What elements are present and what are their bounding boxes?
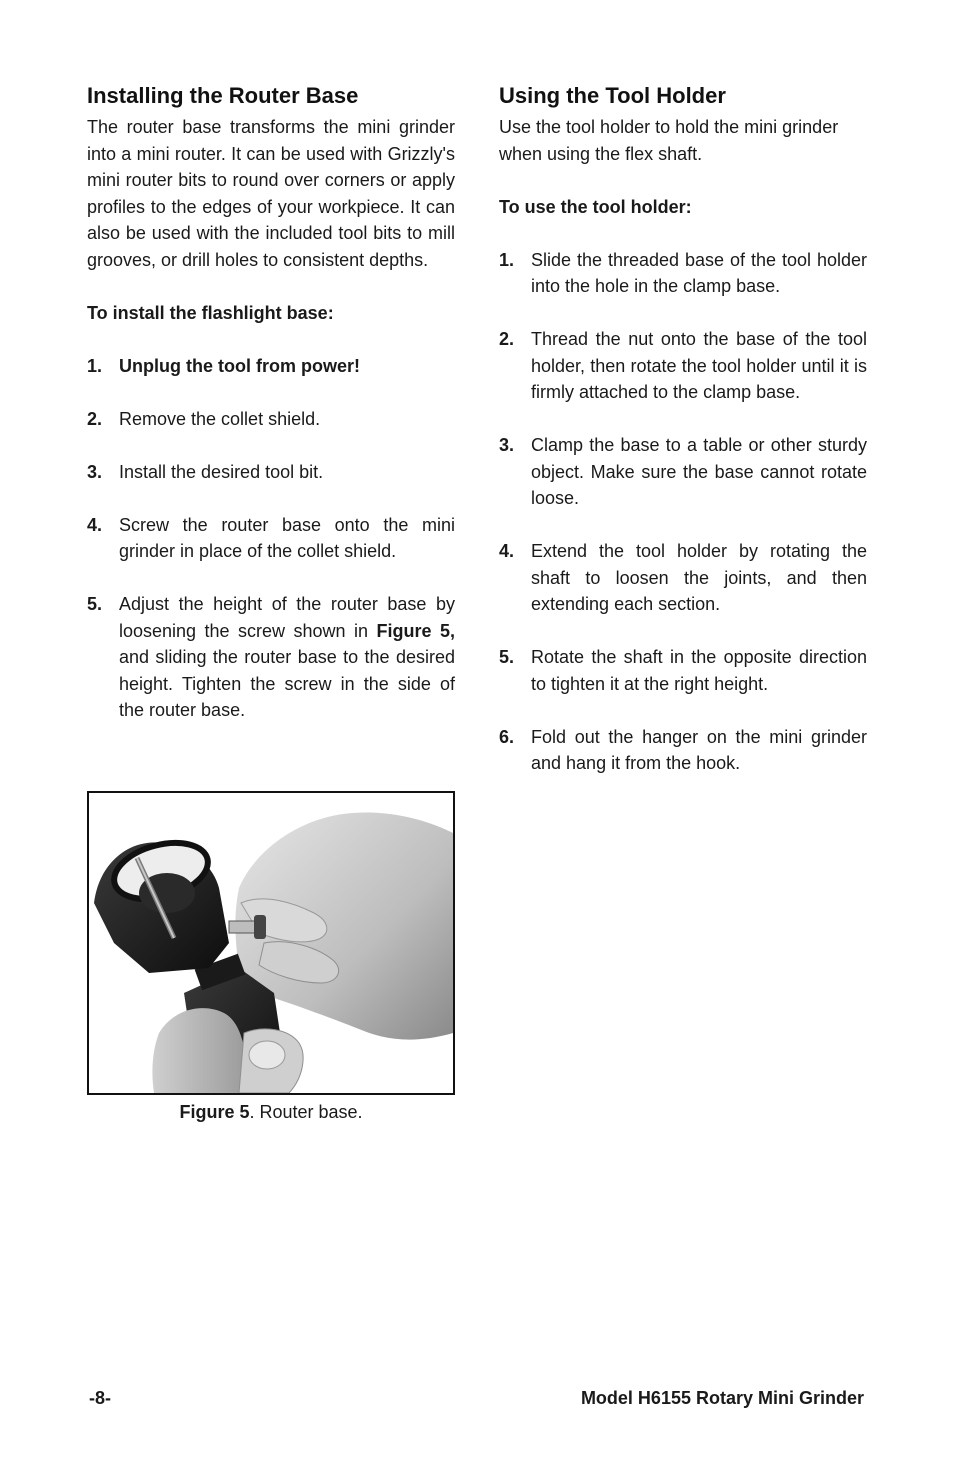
model-name: Model H6155 Rotary Mini Grinder xyxy=(580,1388,864,1408)
tool-holder-intro: Use the tool holder to hold the mini grinder when using the flex shaft. xyxy=(499,117,839,164)
step-text: Adjust the height of the router base by loosening the screw shown in xyxy=(119,594,455,641)
right-column xyxy=(499,82,867,803)
tool-holder-subheading: To use the tool holder: xyxy=(499,196,692,217)
figure-caption xyxy=(87,1099,455,1125)
step-text: Unplug the tool from power! xyxy=(119,355,360,376)
step-number: 1. xyxy=(87,355,103,376)
router-base-intro: The router base transforms the mini grinder into a mini router. It can be used with Grizzly's mini router bits to round over corners or apply profiles to the edges of your workpiece. It can also be used with the included tool bits to mill grooves, or drill holes to consistent depths. xyxy=(87,117,455,270)
step-item xyxy=(499,538,867,618)
step-number: 1. xyxy=(499,249,515,270)
left-column xyxy=(87,82,455,750)
step-text: Rotate the shaft in the opposite direction to tighten it at the right height. xyxy=(531,647,867,694)
step-item xyxy=(499,326,867,406)
step-number: 5. xyxy=(499,647,515,667)
step-text: Clamp the base to a table or other sturdy object. Make sure the base cannot rotate loose. xyxy=(531,435,867,508)
step-text: Slide the threaded base of the tool holder into the hole in the clamp base. xyxy=(531,249,867,296)
step-text: Fold out the hanger on the mini grinder and hang it from the hook. xyxy=(531,726,867,773)
figure-caption-text: . Router base. xyxy=(249,1102,363,1122)
step-item xyxy=(87,512,455,565)
step-text: and sliding the router base to the desired height. Tighten the screw in the side of the router base. xyxy=(119,647,455,720)
step-number: 4. xyxy=(87,514,103,535)
figure-5-router-base-photo xyxy=(87,791,455,1095)
section-title-tool-holder: Using the Tool Holder xyxy=(499,83,726,108)
step-item xyxy=(87,406,455,433)
step-text: Screw the router base onto the mini grinder in place of the collet shield. xyxy=(119,514,455,561)
step-number: 3. xyxy=(499,435,515,455)
step-number: 6. xyxy=(499,726,515,747)
step-item xyxy=(499,432,867,512)
step-number: 3. xyxy=(87,461,103,482)
tool-holder-steps xyxy=(499,247,867,777)
step-item xyxy=(499,724,867,777)
router-base-subheading: To install the flashlight base: xyxy=(87,302,334,323)
section-title-router-base: Installing the Router Base xyxy=(87,83,359,108)
step-number: 5. xyxy=(87,594,103,614)
step-text: Thread the nut onto the base of the tool holder, then rotate the tool holder until it is firmly attached to the clamp base. xyxy=(531,329,867,402)
step-item xyxy=(87,459,455,486)
page-number: -8- xyxy=(89,1388,111,1408)
step-text: Remove the collet shield. xyxy=(119,408,321,429)
figure-label: Figure 5 xyxy=(179,1102,250,1122)
step-number: 4. xyxy=(499,541,515,561)
figure-reference: Figure 5, xyxy=(376,620,456,641)
router-base-illustration xyxy=(89,793,453,1093)
step-text: Extend the tool holder by rotating the shaft to loosen the joints, and then extending each section. xyxy=(531,541,867,614)
step-number: 2. xyxy=(87,408,103,429)
step-number: 2. xyxy=(499,329,515,349)
step-item xyxy=(499,644,867,697)
step-item xyxy=(499,247,867,300)
router-base-steps xyxy=(87,353,455,724)
step-item xyxy=(87,591,455,724)
step-text: Install the desired tool bit. xyxy=(119,461,324,482)
step-item xyxy=(87,353,455,380)
